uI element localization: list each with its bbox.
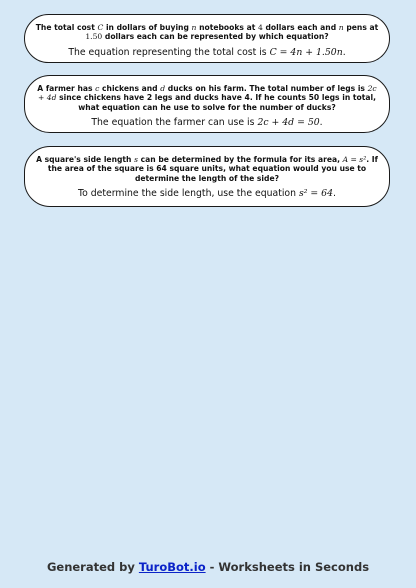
math-expression: s² = 64 [298,188,333,200]
text-run: . [319,117,323,129]
math-expression: n [191,23,197,32]
question-text [33,84,381,112]
text-run: . If the area of the square is 64 square units, what equation would you use to determine the length of the side? [47,155,378,183]
text-run: dollars each can be represented by which equation? [102,32,329,42]
text-run: pens at [343,23,379,32]
math-expression: n [338,23,344,32]
footer-prefix: Generated by [46,560,139,574]
text-run: The equation the farmer can use is [91,117,258,129]
text-run: can be determined by the formula for its area, [138,155,343,164]
problem-card-1 [24,14,390,63]
text-run: . [333,188,336,200]
question-text [33,23,381,42]
text-run: since chickens have 2 legs and ducks have 4. If he counts 50 legs in total, what equation can he use to solve for the number of ducks? [56,93,376,112]
question-text [33,155,381,183]
math-expression: 2c + 4d = 50 [257,117,320,129]
answer-text [33,117,381,129]
math-expression: C = 4n + 1.50n [269,46,343,58]
text-run: notebooks at [196,23,258,32]
turobot-link[interactable]: TuroBot.io [138,560,206,574]
math-number: 4 [257,23,263,32]
problem-card-2 [24,75,390,133]
answer-text [33,47,381,59]
footer-suffix: - Worksheets in Seconds [205,560,370,574]
text-run: . [342,46,346,58]
text-run: The equation representing the total cost is [68,46,270,58]
answer-text [33,188,381,200]
text-run: chickens and [99,84,161,93]
text-run: in dollars of buying [103,23,192,32]
footer [0,560,416,574]
math-expression: A = s² [342,155,367,164]
text-run: ducks on his farm. The total number of legs is [165,84,368,93]
math-number: 1.50 [85,32,103,42]
text-run: A square's side length [36,155,135,164]
math-expression: s [134,155,139,164]
math-expression: C [97,23,104,32]
text-run: The total cost [35,23,98,32]
text-run: To determine the side length, use the equation [78,188,299,200]
text-run: A farmer has [37,84,96,93]
problem-card-3 [24,146,390,207]
math-expression: d [160,84,166,93]
text-run: dollars each and [262,23,339,32]
math-expression: c [95,84,100,93]
math-expression: 2c + 4d [38,84,377,103]
